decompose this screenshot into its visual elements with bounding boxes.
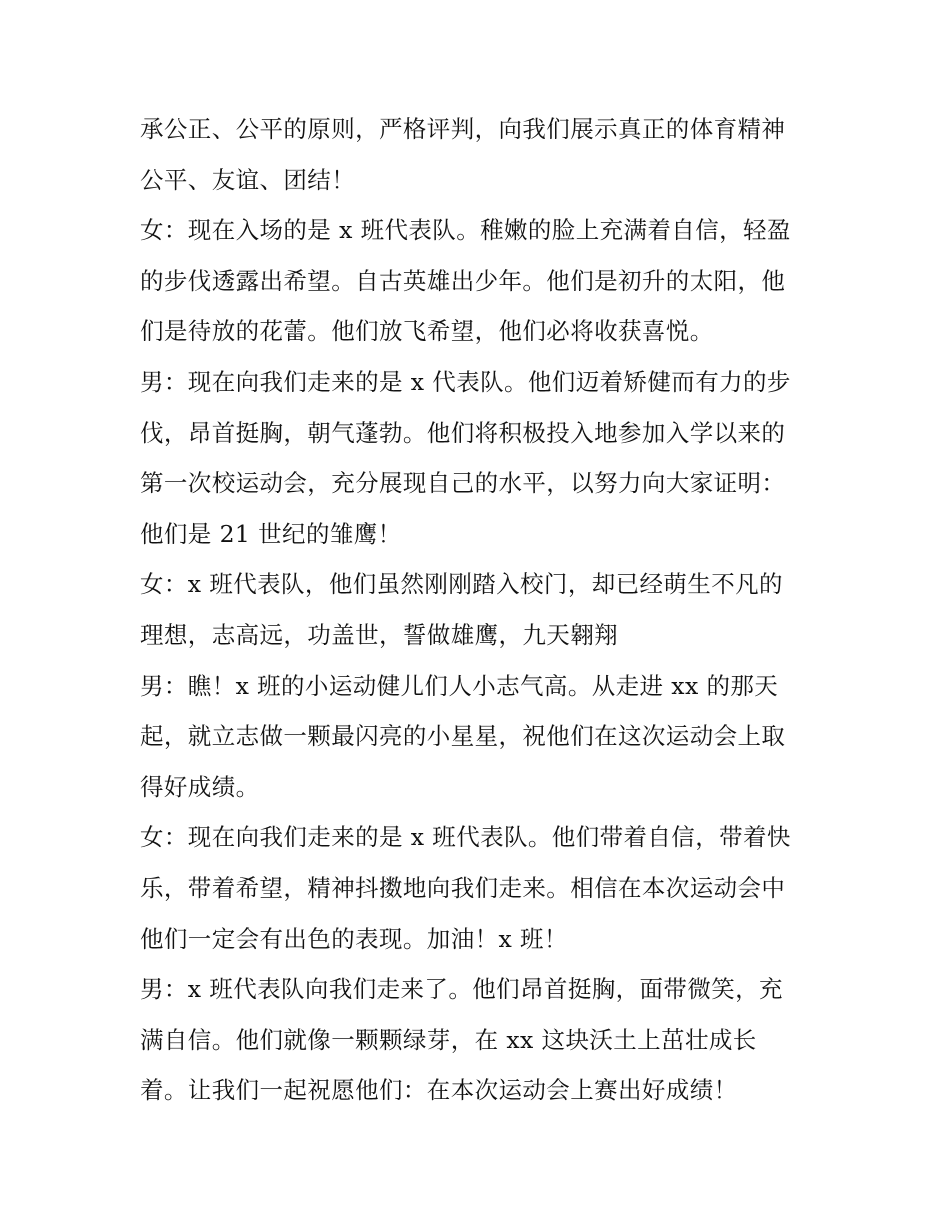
text-line: 他们一定会有出色的表现。加油！x 班！ <box>140 924 568 953</box>
text-line: 得好成绩。 <box>140 772 260 801</box>
text-line: 公平、友谊、团结！ <box>140 165 356 194</box>
text-line: 伐，昂首挺胸，朝气蓬勃。他们将积极投入地参加入学以来的 <box>140 418 786 447</box>
text-line: 满自信。他们就像一颗颗绿芽，在 xx 这块沃土上茁壮成长 <box>140 1025 757 1054</box>
text-line: 的步伐透露出希望。自古英雄出少年。他们是初升的太阳，他 <box>140 266 786 295</box>
text-line: 女：x 班代表队，他们虽然刚刚踏入校门，却已经萌生不凡的 <box>140 570 783 599</box>
text-line: 他们是 21 世纪的雏鹰！ <box>140 519 402 548</box>
text-line: 着。让我们一起祝愿他们：在本次运动会上赛出好成绩！ <box>140 1076 738 1105</box>
text-line: 起，就立志做一颗最闪亮的小星星，祝他们在这次运动会上取 <box>140 722 786 751</box>
text-line: 第一次校运动会，充分展现自己的水平，以努力向大家证明： <box>140 469 786 498</box>
document-body <box>140 104 820 1116</box>
text-line: 女：现在向我们走来的是 x 班代表队。他们带着自信，带着快 <box>140 823 791 852</box>
text-line: 承公正、公平的原则，严格评判，向我们展示真正的体育精神 <box>140 115 786 143</box>
text-line: 男：x 班代表队向我们走来了。他们昂首挺胸，面带微笑，充 <box>140 975 783 1004</box>
text-line: 理想，志高远，功盖世，誓做雄鹰，九天翱翔 <box>140 620 618 649</box>
text-line: 乐，带着希望，精神抖擞地向我们走来。相信在本次运动会中 <box>140 873 786 902</box>
text-line: 女：现在入场的是 x 班代表队。稚嫩的脸上充满着自信，轻盈 <box>140 216 791 245</box>
text-line: 男：现在向我们走来的是 x 代表队。他们迈着矫健而有力的步 <box>140 367 791 396</box>
text-line: 们是待放的花蕾。他们放飞希望，他们必将收获喜悦。 <box>140 317 714 346</box>
text-line: 男：瞧！x 班的小运动健儿们人小志气高。从走进 xx 的那天 <box>140 671 779 700</box>
